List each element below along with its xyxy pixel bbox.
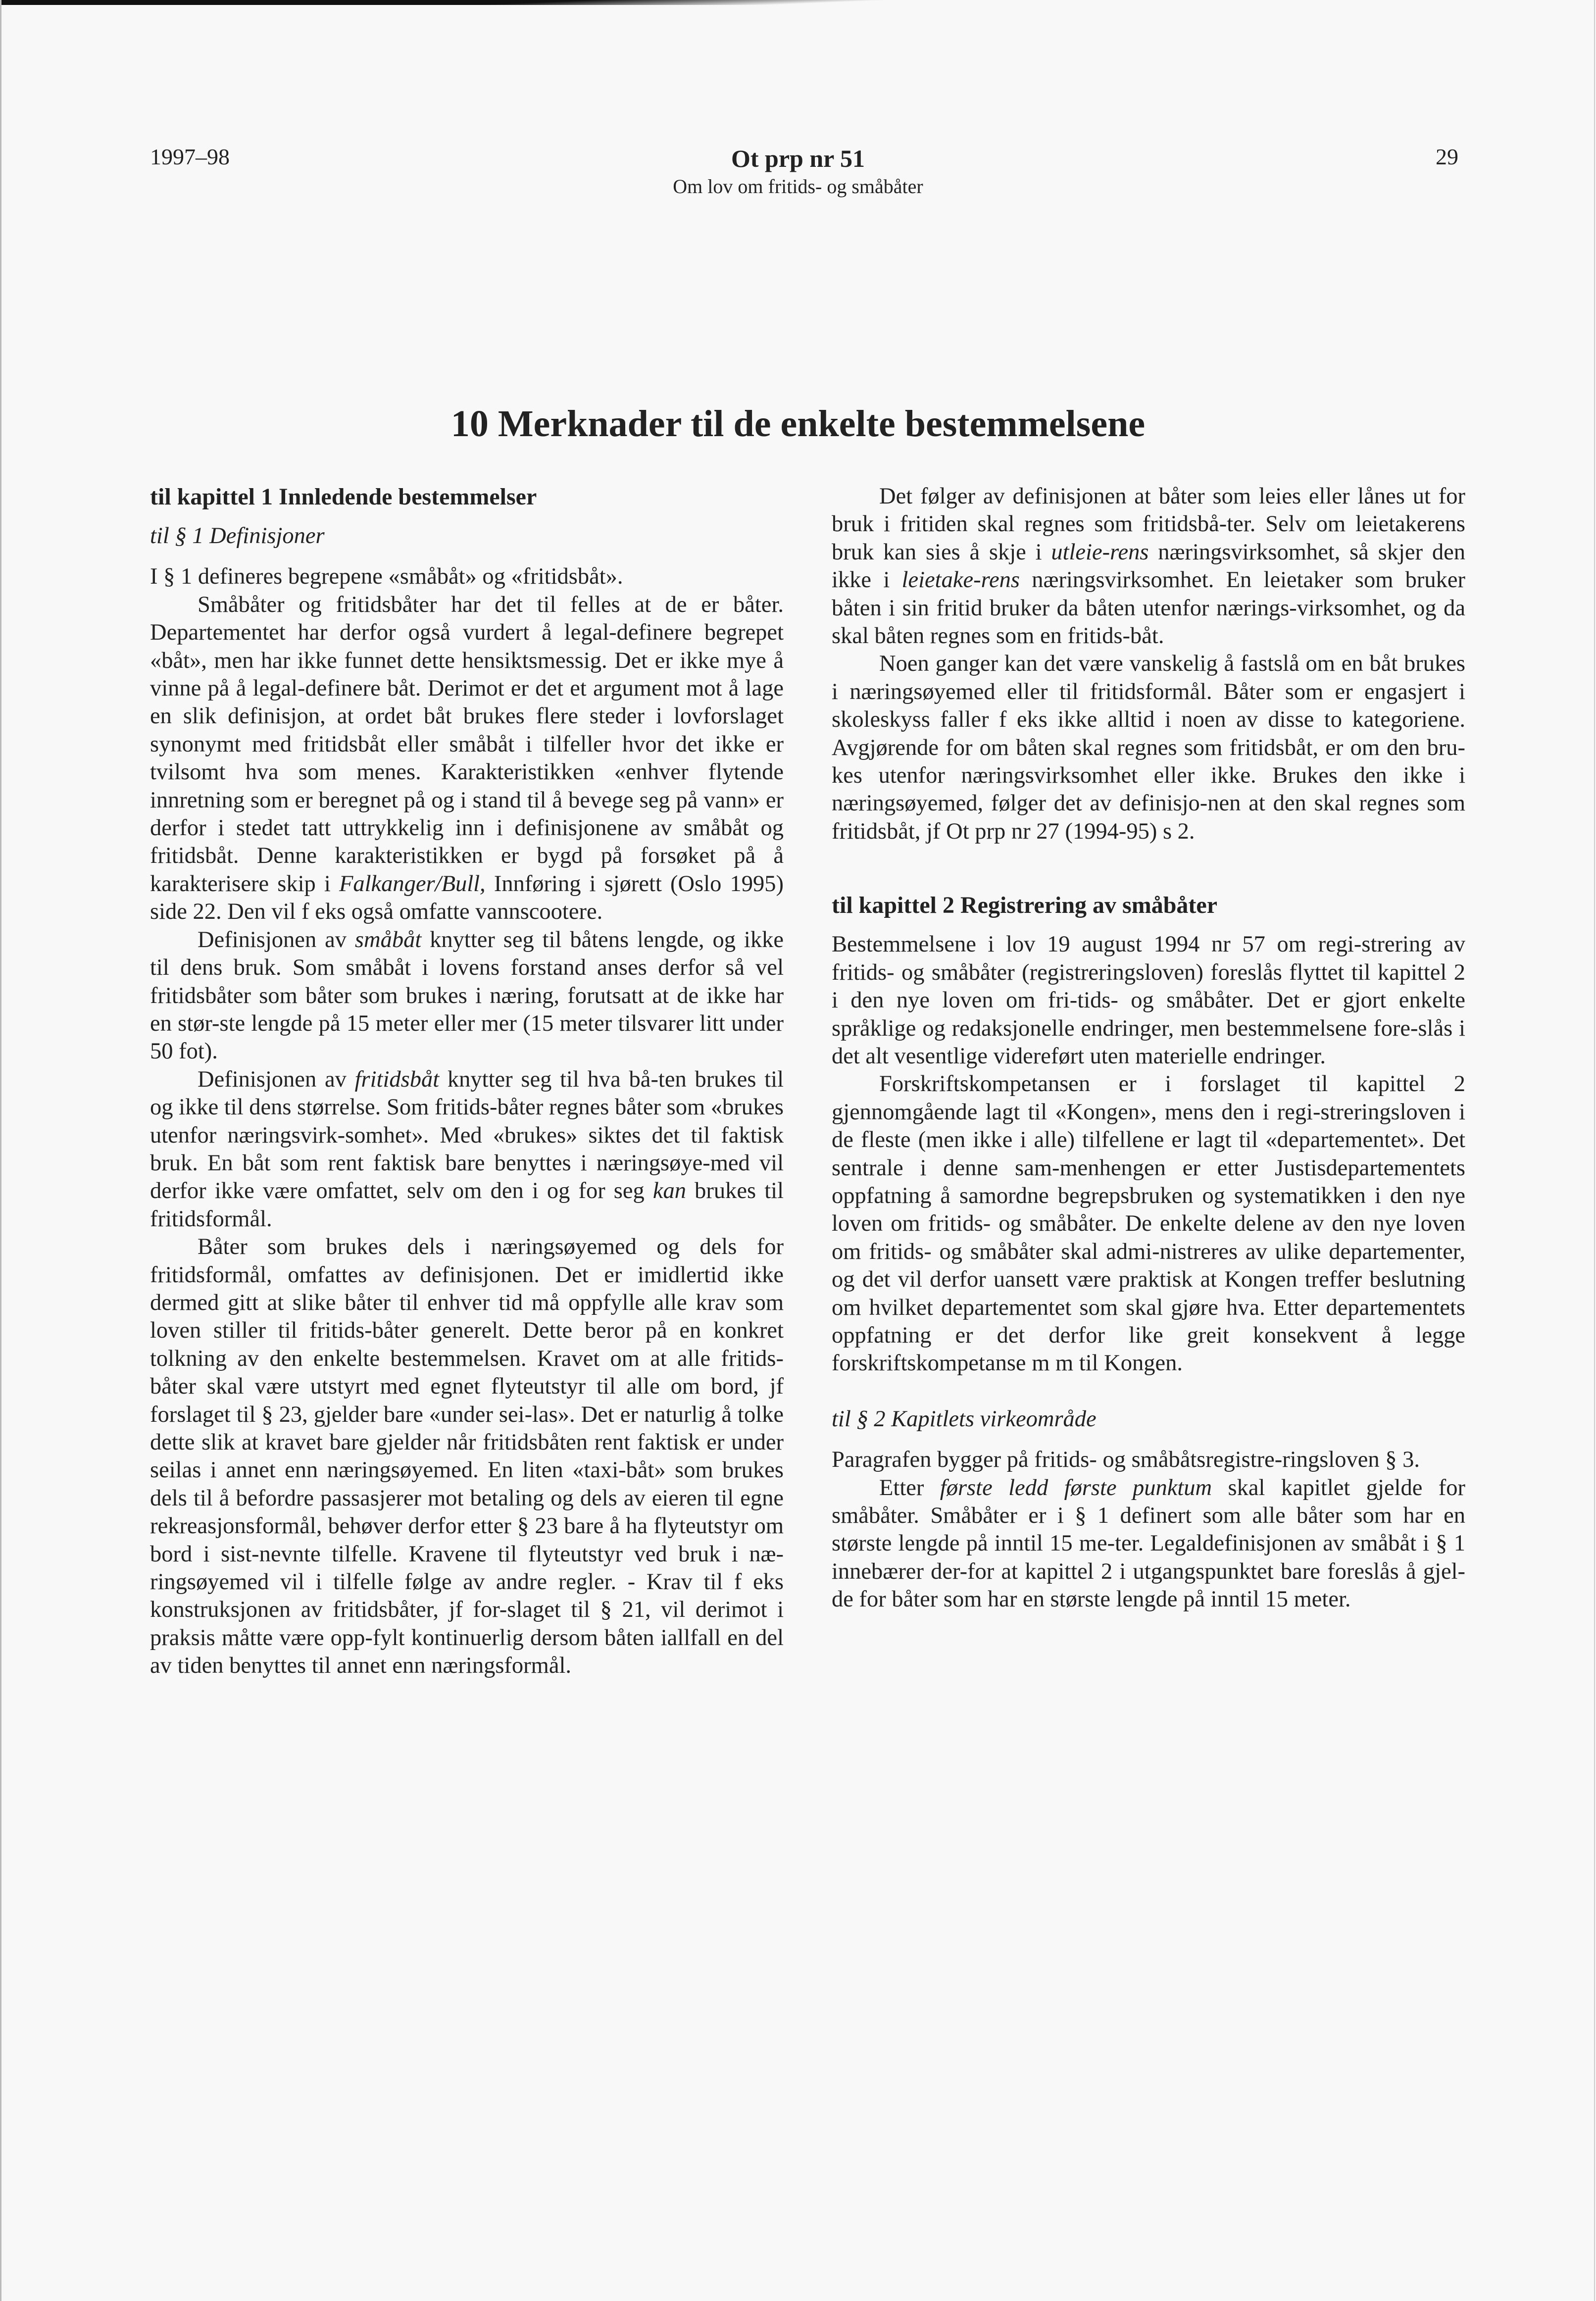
text: næringsvirksomhet. En leietaker som bruker båten i sin fritid bruker da båten utenfor nærings-virksomhet, og da skal båten regnes som en fritids-båt.	[832, 567, 1465, 649]
paragraph: I § 1 defineres begrepene «småbåt» og «fritidsbåt».	[150, 564, 623, 590]
paragraph: Paragrafen bygger på fritids- og småbåtsregistre-ringsloven § 3.	[832, 1447, 1420, 1473]
left-column	[150, 483, 784, 1680]
section-heading-chapter-2: til kapittel 2 Registrering av småbåter	[832, 892, 1217, 919]
subsection-heading-section-2: til § 2 Kapitlets virkeområde	[832, 1406, 1097, 1432]
text: Definisjonen av	[198, 1066, 355, 1092]
scan-edge-right	[1594, 0, 1595, 2301]
term-italic: fritidsbåt	[354, 1066, 440, 1092]
term-italic: småbåt	[354, 927, 422, 952]
text: brukes til fritidsformål.	[150, 1178, 784, 1232]
paragraph	[150, 591, 784, 926]
scan-edge-top	[0, 0, 1366, 5]
text: næringsvirksomhet, så skjer den ikke i	[832, 539, 1465, 593]
document-title: Ot prp nr 51	[731, 145, 865, 172]
paragraph: Båter som brukes dels i næringsøyemed og dels for fritidsformål, omfattes av definisjonen. Det er imidlertid ikke dermed gitt at slike båter til enhver tid må oppfylle alle krav som loven stiller til fritids-båter generelt. Dette beror på en konkret tolkning av den enkelte bestemmelsen. Kravet om at alle fritids-båter skal være utstyrt med egnet flyteutstyr til alle om bord, jf forslaget til § 23, gjelder bare «under sei-las». Det er naturlig å tolke dette slik at kravet bare gjelder når fritidsbåten rent faktisk er under seilas i annet enn næringsøyemed. En liten «taxi-båt» som brukes dels til å befordre passasjerer mot betaling og dels av eieren til egne rekreasjonsformål, behøver derfor etter § 23 bare å ha flyteutstyr om bord i sist-nevnte tilfelle. Kravene til flyteutstyr ved bruk i næ-ringsøyemed vil i tilfelle følge av andre regler. - Krav til f eks konstruksjonen av fritidsbåter, jf for-slaget til § 21, vil derimot i praksis måtte være opp-fylt kontinuerlig dersom båten iallfall en del av tiden benyttes til annet enn næringsformål.	[150, 1234, 784, 1679]
text: Det følger av definisjonen at båter som leies eller lånes ut for bruk i fritiden skal regnes som fritidsbå-ter. Selv om leietakerens bruk kan sies å skje i	[832, 484, 1465, 565]
citation-italic: Falkanger/Bull,	[339, 871, 486, 897]
page-header	[0, 144, 1596, 208]
right-column	[832, 483, 1465, 1614]
paragraph: Bestemmelsene i lov 19 august 1994 nr 57 om regi-strering av fritids- og småbåter (registreringsloven) foreslås flyttet til kapittel 2 i den nye loven om fri-tids- og småbåter. Det er gjort enkelte språklige og redaksjonelle endringer, men bestemmelsene fore-slås i det alt vesentlige videreført uten materielle endringer.	[832, 932, 1465, 1069]
term-italic: leietake-rens	[901, 567, 1020, 593]
paragraph	[150, 1066, 784, 1233]
paragraph	[150, 926, 784, 1066]
paragraph	[832, 483, 1465, 650]
paragraph: Noen ganger kan det være vanskelig å fastslå om en båt brukes i næringsøyemed eller til fritidsformål. Båter som er engasjert i skoleskyss faller f eks ikke alltid i noen av disse to kategoriene. Avgjørende for om båten skal regnes som fritidsbåt, er om den bru-kes utenfor næringsvirksomhet eller ikke. Brukes den ikke i næringsøyemed, følger det av definisjo-nen at den skal regnes som fritidsbåt, jf Ot prp nr 27 (1994-95) s 2.	[832, 651, 1465, 844]
emphasis-italic: kan	[652, 1178, 687, 1204]
subsection-heading-section-1: til § 1 Definisjoner	[150, 523, 325, 549]
running-title	[0, 144, 1596, 200]
paragraph	[832, 1474, 1465, 1614]
section-heading-chapter-1: til kapittel 1 Innledende bestemmelser	[150, 484, 537, 510]
term-italic: første ledd første punktum	[940, 1475, 1212, 1501]
term-italic: utleie-rens	[1051, 539, 1149, 565]
text: Innføring i sjørett (Oslo 1995) side 22. Den vil f eks også omfatte vannscootere.	[150, 871, 784, 925]
text: Småbåter og fritidsbåter har det til felles at de er båter. Departementet har derfor også vurdert å legal-definere begrepet «båt», men har ikke funnet dette hensiktsmessig. Det er ikke mye å vinne på å legal-definere båt. Derimot er det et argument mot å lage en slik definisjon, at ordet båt brukes flere steder i lovforslaget synonymt med fritidsbåt eller småbåt i tilfeller hvor det ikke er tvilsomt hva som menes. Karakteristikken «enhver flytende innretning som er beregnet på og i stand til å bevege seg på vann» er derfor i stedet tatt uttrykkelig inn i definisjonene av småbåt og fritidsbåt. Denne karakteristikken er bygd på forsøket på å karakterisere skip i	[150, 592, 784, 897]
spacer	[832, 846, 1465, 891]
text: Etter	[879, 1475, 940, 1501]
session-year: 1997–98	[150, 144, 230, 169]
text: skal kapitlet gjelde for småbåter. Småbåter er i § 1 definert som alle båter som har en største lengde på inntil 15 me-ter. Legaldefinisjonen av småbåt i § 1 innebærer der-for at kapittel 2 i utgangspunktet bare foreslås å gjel-de for båter som har en største lengde på inntil 15 meter.	[832, 1475, 1465, 1612]
paragraph: Forskriftskompetansen er i forslaget til kapittel 2 gjennomgående lagt til «Kongen», mens den i regi-streringsloven i de fleste (men ikke i alle) tilfellene er lagt til «departementet». Det sentrale i denne sam-menhengen er etter Justisdepartementets oppfatning å samordne begrepsbruken og systematikken i den nye loven om fritids- og småbåter. De enkelte delene av den nye loven om fritids- og småbåter skal admi-nistreres av ulike departementer, og det vil derfor uansett være praktisk at Kongen treffer beslutning om hvilket departementet som skal gjøre hva. Etter departementets oppfatning er det derfor like greit konsekvent å legge forskriftskompetanse m m til Kongen.	[832, 1071, 1465, 1376]
chapter-title: 10 Merknader til de enkelte bestemmelsene	[450, 402, 1146, 445]
document-subtitle: Om lov om fritids- og småbåter	[673, 175, 923, 198]
text: Definisjonen av	[198, 927, 355, 952]
text: knytter seg til båtens lengde, og ikke til dens bruk. Som småbåt i lovens forstand anses derfor så vel fritidsbåter som båter som brukes i næring, forutsatt at de ikke har en stør-ste lengde på 15 meter eller mer (15 meter tilsvarer litt under 50 fot).	[150, 927, 784, 1064]
text: knytter seg til hva bå-ten brukes til og ikke til dens størrelse. Som fritids-båter regnes båter som «brukes utenfor næringsvirk-somhet». Med «brukes» siktes det til faktisk bruk. En båt som rent faktisk bare benyttes i næringsøye-med vil derfor ikke være omfattet, selv om den i og for seg	[150, 1066, 784, 1204]
page-number: 29	[1436, 144, 1458, 169]
scan-edge-left	[0, 0, 1, 2301]
spacer	[832, 1378, 1465, 1405]
